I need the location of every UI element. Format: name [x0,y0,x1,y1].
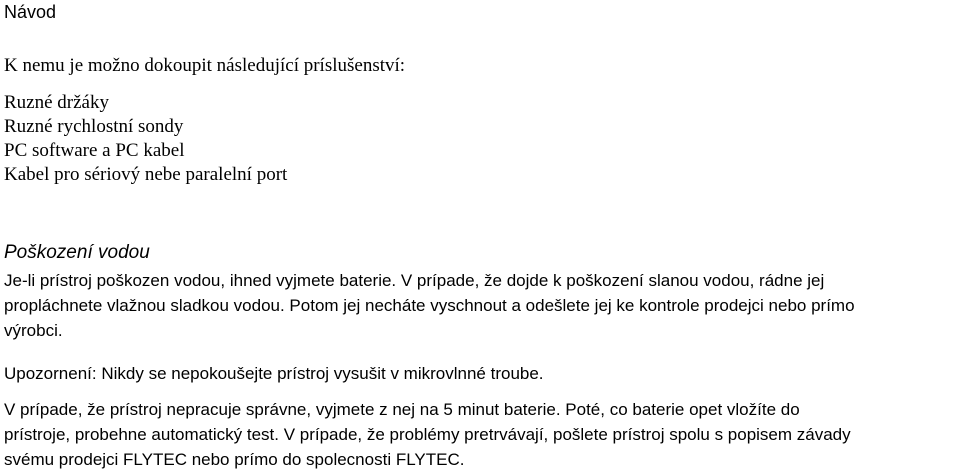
paragraph-line: svému prodejci FLYTEC nebo prímo do spolecnosti FLYTEC. [4,450,465,469]
paragraph-line: výrobci. [4,321,63,340]
list-item: Ruzné držáky [4,92,109,113]
list-item: Ruzné rychlostní sondy [4,116,184,137]
list-item: Kabel pro sériový nebe paralelní port [4,164,288,185]
paragraph-line: Je-li prístroj poškozen vodou, ihned vyjmete baterie. V prípade, že dojde k poškození slanou vodou, rádne jej [4,271,825,290]
paragraph-line: propláchnete vlažnou sladkou vodou. Potom jej necháte vyschnout a odešlete jej ke kontrole prodejci nebo prímo [4,296,855,315]
accessories-intro: K nemu je možno dokoupit následující príslušenství: [4,55,406,76]
list-item: PC software a PC kabel [4,140,185,161]
paragraph-line: V prípade, že prístroj nepracuje správne, vyjmete z nej na 5 minut baterie. Poté, co baterie opet vložíte do [4,400,800,419]
water-damage-heading: Poškození vodou [4,242,150,263]
malfunction-paragraph [4,397,960,472]
warning-note: Upozornení: Nikdy se nepokoušejte prístroj vysušit v mikrovlnné troube. [4,364,544,383]
paragraph-line: prístroje, probehne automatický test. V prípade, že problémy pretrvávají, pošlete prístroj spolu s popisem závady [4,425,851,444]
water-damage-paragraph [4,268,960,343]
document-title: Návod [4,2,57,22]
